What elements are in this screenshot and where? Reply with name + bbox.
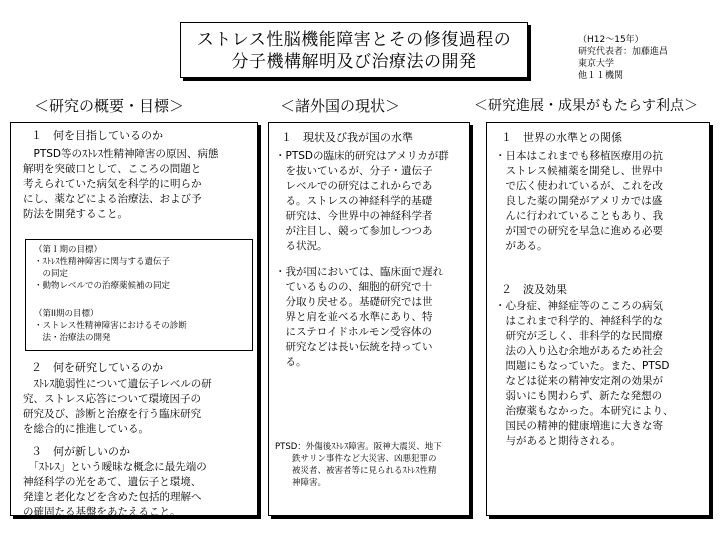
text-line: が国での研究を早急に進める必要	[495, 225, 663, 237]
text-line: 神障害。	[275, 478, 327, 488]
text-line: 法の入り込む余地があるため社会	[495, 345, 663, 357]
text-line: 考えられていた病気を科学的に明らか	[23, 178, 202, 190]
goals-box	[25, 239, 253, 351]
text-line: 研究などは長い伝統を持ってい	[275, 341, 433, 353]
text-line: ・我が国においては、臨床面で遅れ	[275, 266, 443, 278]
title-line-2: 分子機構解明及び治療法の開発	[231, 52, 477, 72]
text-line: PTSD等のｽﾄﾚｽ性精神障害の原因、病態	[23, 148, 219, 160]
left-section1-text	[23, 147, 219, 222]
text-line: 国民の精神的健康増進に大きな寄	[495, 420, 663, 432]
text-line: 防法を開発すること。	[23, 208, 128, 220]
text-line: レベルでの研究はこれからであ	[275, 180, 433, 192]
text-line: を総合的に推進している。	[23, 423, 149, 435]
right-column-heading: ＜研究進展・成果がもたらす利点＞	[474, 98, 698, 114]
text-line: ｽﾄﾚｽ脆弱性について遺伝子レベルの研	[23, 378, 212, 390]
overseas-status-panel	[268, 122, 470, 516]
goals-phase1-title: （第Ｉ期の目標）	[34, 245, 103, 255]
text-line: 神経科学の光をあて、遺伝子と環境、	[23, 476, 202, 488]
goal-item: ・ｽﾄﾚｽ性精神障害に関与する遺伝子	[34, 257, 171, 267]
text-line: の確固たる基盤をあたえること。	[23, 506, 181, 518]
goal-item: 法・治療法の開発	[34, 333, 111, 343]
text-line: 鉄サリン事件など大災害、凶悪犯罪の	[275, 454, 437, 464]
text-line: 「ｽﾄﾚｽ」という曖昧な概念に最先端の	[23, 461, 207, 473]
text-line: ・日本はこれまでも移植医療用の抗	[495, 150, 663, 162]
text-line: ているものの、細胞的研究で十	[275, 281, 433, 293]
text-line: ・心身症、神経症等のこころの病気	[495, 300, 663, 312]
text-line: 与があると期待される。	[495, 435, 621, 447]
text-line: 解明を突破口として、こころの問題と	[23, 163, 202, 175]
benefits-panel	[486, 122, 710, 516]
project-info	[578, 34, 668, 82]
left-section2-text	[23, 377, 212, 437]
text-line: 究、ストレス応答について環境因子の	[23, 393, 201, 405]
overview-panel	[10, 122, 258, 516]
text-line: んに行われていることもあり、我	[495, 210, 663, 222]
right-section1-title: １ 世界の水準との関係	[501, 131, 622, 144]
text-line: はこれまで科学的、神経科学的な	[495, 315, 663, 327]
text-line: 分取り戻せる。基礎研究では世	[275, 296, 433, 308]
text-line: で広く使われているが、これを改	[495, 180, 663, 192]
text-line: 治療薬もなかった。本研究により、	[495, 405, 674, 417]
goal-item: の同定	[34, 269, 69, 279]
middle-paragraph-1	[275, 149, 449, 254]
left-section3-text	[23, 460, 207, 520]
text-line: 研究は、今世界中の神経科学者	[275, 210, 433, 222]
text-line: 研究が乏しく、非科学的な民間療	[495, 330, 663, 342]
middle-column-heading: ＜諸外国の現状＞	[280, 97, 401, 115]
project-other-institutions: 他１１機関	[578, 71, 624, 81]
text-line: る。	[275, 356, 307, 368]
goals-phase2	[34, 308, 187, 344]
left-section2-title: ２ 何を研究しているのか	[31, 361, 163, 374]
goals-phase2-title: （第II期の目標）	[34, 309, 99, 319]
right-paragraph-1	[495, 149, 663, 254]
right-paragraph-2	[495, 299, 674, 449]
text-line: にし、薬などによる治療法、および予	[23, 193, 202, 205]
text-line: 問題にもなっていた。また、PTSD	[495, 360, 670, 372]
text-line: ・PTSDの臨床的研究はアメリカが群	[275, 150, 449, 162]
text-line: が注目し、競って参加しつつあ	[275, 225, 433, 237]
text-line: PTSD：外傷後ｽﾄﾚｽ障害。阪神大震災、地下	[275, 442, 442, 452]
goal-item: ・ストレス性精神障害におけるその診断	[34, 321, 187, 331]
project-period: （H12～15年）	[578, 35, 644, 45]
ptsd-note	[275, 441, 442, 489]
project-leader: 研究代表者：加藤進昌	[578, 47, 669, 57]
text-line: にステロイドホルモン受容体の	[275, 326, 432, 338]
left-section3-title: ３ 何が新しいのか	[31, 445, 130, 458]
text-line: 良した薬の開発がアメリカでは盛	[495, 195, 663, 207]
project-organization: 東京大学	[578, 59, 615, 69]
left-column-heading: ＜研究の概要・目標＞	[34, 97, 185, 115]
text-line: などは従来の精神安定剤の効果が	[495, 375, 663, 387]
left-section1-title: １ 何を目指しているのか	[31, 129, 163, 142]
text-line: る。ストレスの神経科学的基礎	[275, 195, 433, 207]
text-line: ストレス候補薬を開発し、世界中	[495, 165, 663, 177]
text-line: 弱いにも関わらず、新たな発想の	[495, 390, 663, 402]
title-line-1: ストレス性脳機能障害とその修復過程の	[196, 30, 512, 50]
text-line: 被災者、被害者等に見られるｽﾄﾚｽ性精	[275, 466, 437, 476]
title-box	[180, 22, 528, 78]
right-section2-title: ２ 波及効果	[501, 283, 567, 296]
text-line: 界と肩を並べる水準にあり、特	[275, 311, 433, 323]
goals-phase1	[34, 244, 170, 292]
text-line: を抜いているが、分子・遺伝子	[275, 165, 433, 177]
goal-item: ・動物レベルでの治療薬候補の同定	[34, 281, 171, 291]
text-line: る状況。	[275, 240, 328, 252]
middle-paragraph-2	[275, 265, 443, 370]
middle-section1-title: １ 現状及び我が国の水準	[281, 131, 413, 144]
text-line: 研究及び、診断と治療を行う臨床研究	[23, 408, 202, 420]
text-line: 発達と老化などを含めた包括的理解へ	[23, 491, 202, 503]
text-line: がある。	[495, 240, 548, 252]
